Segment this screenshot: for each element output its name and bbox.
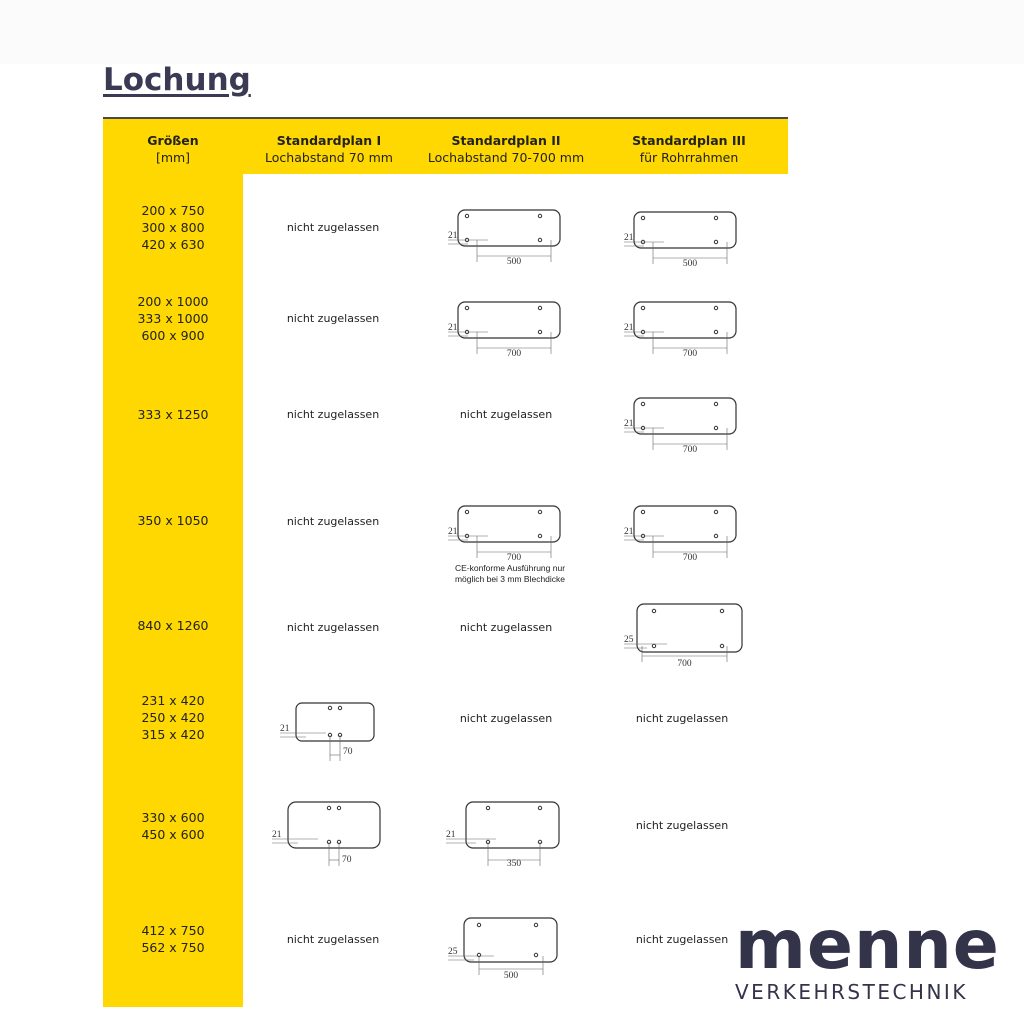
mounting-hole — [538, 306, 541, 309]
page-title: Lochung — [103, 62, 251, 98]
size-value: 412 x 750 — [141, 923, 205, 938]
header-plan-3-title: Standardplan III — [632, 133, 746, 148]
mounting-hole — [714, 306, 717, 309]
not-allowed-r3-plan1: nicht zugelassen — [286, 408, 380, 421]
hole-diagram — [622, 502, 752, 563]
header-sizes-title: Größen — [147, 133, 199, 148]
not-allowed-r1-plan1: nicht zugelassen — [286, 221, 380, 234]
header-plan-3 — [609, 132, 769, 166]
size-value: 200 x 750 — [141, 203, 205, 218]
sign-plate-outline — [634, 398, 736, 434]
spacing-label: 70 — [342, 855, 352, 865]
spacing-label: 70 — [343, 747, 353, 757]
mounting-hole — [538, 214, 541, 217]
sign-plate-outline — [296, 703, 374, 741]
mounting-hole — [641, 216, 644, 219]
not-allowed-r2-plan1: nicht zugelassen — [286, 312, 380, 325]
sign-plate-outline — [634, 302, 736, 338]
mounting-hole — [538, 510, 541, 513]
mounting-hole — [720, 644, 723, 647]
logo-wordmark: menne — [735, 906, 1000, 985]
sizes-row-7 — [103, 810, 243, 844]
logo-subtitle: VERKEHRSTECHNIK — [735, 980, 968, 1004]
mounting-hole — [714, 402, 717, 405]
hole-pattern-svg — [444, 798, 564, 868]
header-plan-3-subtitle: für Rohrrahmen — [639, 150, 739, 165]
menne-logo — [735, 906, 1000, 1004]
spacing-label: 700 — [506, 553, 522, 563]
offset-label: 21 — [448, 527, 458, 537]
hole-pattern-svg — [446, 298, 576, 359]
not-allowed-r6-plan2: nicht zugelassen — [459, 712, 553, 725]
sizes-row-4 — [103, 513, 243, 530]
ce-note: CE-konforme Ausführung nur möglich bei 3 mm Blechdicke — [454, 563, 566, 584]
header-plan-1-title: Standardplan I — [276, 133, 382, 148]
sign-plate-outline — [634, 506, 736, 542]
mounting-hole — [338, 706, 341, 709]
hole-pattern-svg — [278, 700, 378, 760]
mounting-hole — [652, 644, 655, 647]
hole-diagram — [446, 298, 576, 359]
sizes-row-8 — [103, 923, 243, 957]
mounting-hole — [538, 534, 541, 537]
spacing-label: 700 — [682, 349, 698, 359]
spacing-label: 700 — [682, 445, 698, 455]
mounting-hole — [714, 216, 717, 219]
size-value: 250 x 420 — [141, 709, 205, 725]
hole-pattern-svg — [622, 298, 752, 359]
not-allowed-r5-plan1: nicht zugelassen — [286, 621, 380, 634]
spacing-label: 700 — [677, 659, 692, 669]
not-allowed-r8-plan1: nicht zugelassen — [286, 933, 380, 946]
header-plan-1 — [249, 132, 409, 166]
mounting-hole — [720, 609, 723, 612]
offset-label: 21 — [624, 527, 634, 537]
size-value: 333 x 1000 — [137, 310, 209, 326]
not-allowed-r4-plan1: nicht zugelassen — [286, 515, 380, 528]
size-value: 300 x 800 — [141, 219, 205, 235]
sizes-row-3 — [103, 407, 243, 424]
sign-plate-outline — [634, 212, 736, 248]
mounting-hole — [534, 923, 537, 926]
hole-pattern-svg — [622, 208, 752, 269]
sign-plate-outline — [458, 302, 560, 338]
hole-pattern-svg — [446, 502, 576, 563]
mounting-hole — [486, 806, 489, 809]
sign-plate-outline — [288, 802, 380, 848]
sizes-row-6 — [103, 693, 243, 743]
mounting-hole — [327, 806, 330, 809]
hole-pattern-svg — [446, 206, 576, 267]
mounting-hole — [465, 306, 468, 309]
size-value: 330 x 600 — [141, 810, 205, 825]
spacing-label: 700 — [506, 349, 522, 359]
mounting-hole — [641, 510, 644, 513]
mounting-hole — [538, 806, 541, 809]
mounting-hole — [714, 240, 717, 243]
spacing-label: 350 — [506, 859, 522, 869]
offset-label: 21 — [448, 323, 458, 333]
sizes-row-2 — [103, 294, 243, 344]
hole-diagram — [446, 502, 576, 563]
size-value: 333 x 1250 — [137, 407, 209, 422]
size-value: 200 x 1000 — [137, 294, 209, 309]
hole-diagram — [444, 798, 564, 868]
sign-plate-outline — [458, 506, 560, 542]
header-plan-2-subtitle: Lochabstand 70-700 mm — [427, 150, 585, 165]
hole-diagram — [278, 700, 378, 760]
mounting-hole — [714, 510, 717, 513]
offset-label: 25 — [624, 635, 634, 645]
offset-label: 21 — [624, 323, 634, 333]
header-sizes-unit: [mm] — [155, 150, 191, 165]
header-sizes — [123, 132, 223, 166]
header-plan-1-subtitle: Lochabstand 70 mm — [265, 150, 393, 165]
sign-plate-outline — [466, 802, 559, 848]
spacing-label: 700 — [682, 553, 698, 563]
size-value: 562 x 750 — [141, 939, 205, 955]
mounting-hole — [714, 330, 717, 333]
offset-label: 21 — [446, 830, 456, 840]
mounting-hole — [641, 306, 644, 309]
mounting-hole — [328, 706, 331, 709]
header-plan-2 — [416, 132, 596, 166]
hole-diagram — [622, 298, 752, 359]
mounting-hole — [538, 238, 541, 241]
sizes-row-5 — [103, 618, 243, 635]
hole-diagram — [622, 600, 752, 670]
mounting-hole — [534, 953, 537, 956]
mounting-hole — [714, 534, 717, 537]
sign-plate-outline — [458, 210, 560, 246]
mounting-hole — [465, 214, 468, 217]
hole-diagram — [622, 394, 752, 455]
hole-pattern-svg — [446, 914, 576, 981]
size-value: 450 x 600 — [141, 826, 205, 842]
sizes-row-1 — [103, 203, 243, 253]
hole-diagram — [446, 914, 576, 981]
mounting-hole — [641, 402, 644, 405]
mounting-hole — [538, 330, 541, 333]
top-band — [0, 0, 1024, 64]
not-allowed-r7-plan3: nicht zugelassen — [635, 819, 729, 832]
spacing-label: 500 — [506, 257, 522, 267]
offset-label: 21 — [624, 233, 634, 243]
mounting-hole — [477, 923, 480, 926]
mounting-hole — [337, 806, 340, 809]
size-value: 600 x 900 — [141, 327, 205, 343]
size-value: 840 x 1260 — [137, 618, 209, 633]
mounting-hole — [652, 609, 655, 612]
size-value: 315 x 420 — [141, 726, 205, 742]
offset-label: 21 — [272, 830, 282, 840]
offset-label: 21 — [280, 724, 290, 734]
hole-pattern-svg — [270, 798, 390, 868]
not-allowed-r3-plan2: nicht zugelassen — [459, 408, 553, 421]
header-plan-2-title: Standardplan II — [451, 133, 561, 148]
sign-plate-outline — [464, 918, 557, 962]
not-allowed-r5-plan2: nicht zugelassen — [459, 621, 553, 634]
hole-diagram — [446, 206, 576, 267]
not-allowed-r8-plan3: nicht zugelassen — [635, 933, 729, 946]
spacing-label: 500 — [682, 259, 698, 269]
mounting-hole — [465, 510, 468, 513]
offset-label: 25 — [448, 947, 458, 957]
offset-label: 21 — [624, 419, 634, 429]
mounting-hole — [714, 426, 717, 429]
offset-label: 21 — [448, 231, 458, 241]
hole-pattern-svg — [622, 394, 752, 455]
hole-pattern-svg — [622, 600, 752, 670]
size-value: 420 x 630 — [141, 236, 205, 252]
size-value: 231 x 420 — [141, 693, 205, 708]
not-allowed-r6-plan3: nicht zugelassen — [635, 712, 729, 725]
spacing-label: 500 — [503, 971, 519, 981]
size-value: 350 x 1050 — [137, 513, 209, 528]
hole-diagram — [270, 798, 390, 868]
hole-diagram — [622, 208, 752, 269]
hole-pattern-svg — [622, 502, 752, 563]
